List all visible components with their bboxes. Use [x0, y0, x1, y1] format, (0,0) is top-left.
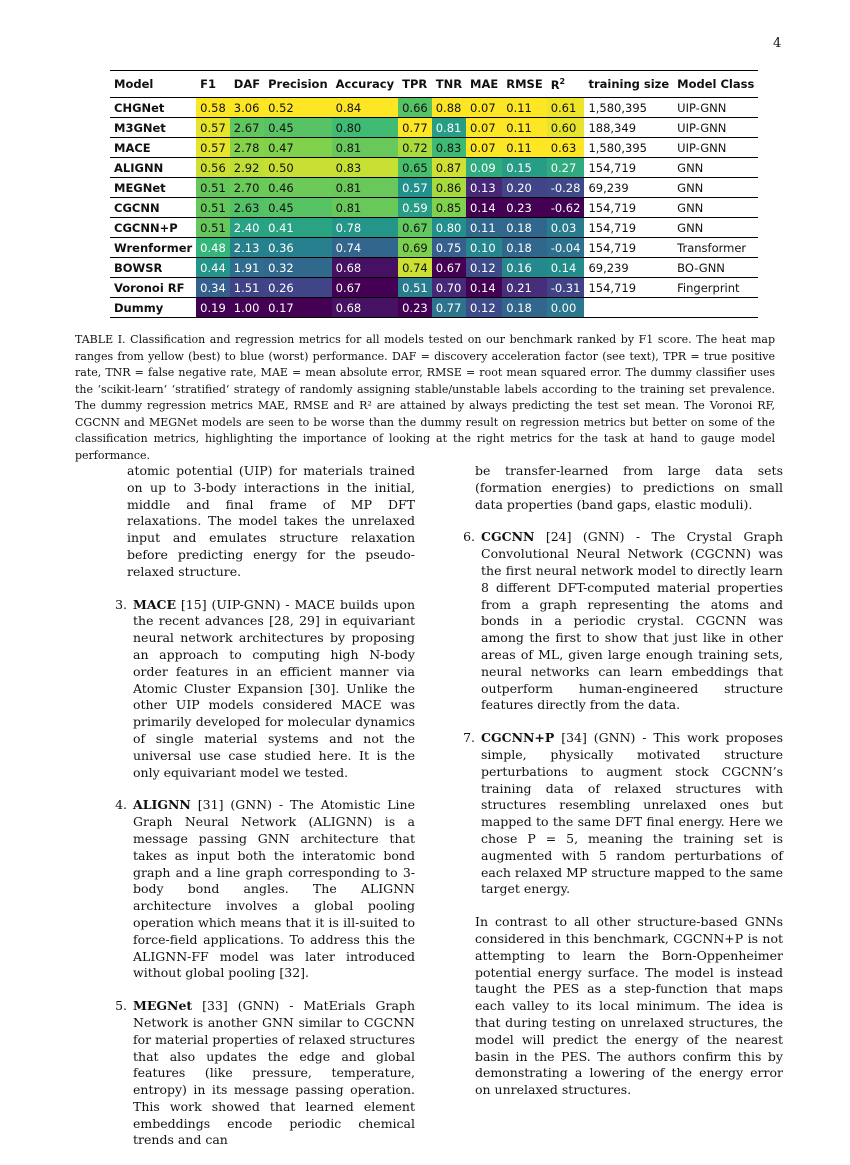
item-title: MEGNet [133, 998, 193, 1014]
metric-cell-precision: 0.46 [264, 178, 332, 198]
metric-cell-mae: 0.07 [466, 118, 502, 138]
training-size-cell: 154,719 [584, 158, 673, 178]
model-name-cell: CHGNet [110, 98, 196, 118]
metric-cell-rmse: 0.18 [502, 218, 546, 238]
metric-cell-f1: 0.56 [196, 158, 230, 178]
training-size-cell: 154,719 [584, 218, 673, 238]
metric-cell-rmse: 0.18 [502, 238, 546, 258]
list-item [458, 730, 783, 898]
training-size-cell: 154,719 [584, 278, 673, 298]
model-name-cell: MACE [110, 138, 196, 158]
metric-cell-accuracy: 0.81 [332, 198, 398, 218]
model-name-cell: Voronoi RF [110, 278, 196, 298]
metric-cell-rmse: 0.11 [502, 118, 546, 138]
metric-cell-tnr: 0.77 [432, 298, 466, 318]
metric-cell-r2: -0.28 [547, 178, 585, 198]
model-name-cell: Dummy [110, 298, 196, 318]
column-header: RMSE [502, 71, 546, 98]
model-name-cell: BOWSR [110, 258, 196, 278]
metric-cell-tpr: 0.66 [398, 98, 432, 118]
metrics-table [110, 70, 758, 318]
item-number: 6. [463, 529, 475, 545]
model-class-cell: GNN [673, 178, 758, 198]
table-row [110, 178, 758, 198]
metric-cell-rmse: 0.11 [502, 138, 546, 158]
item-number: 7. [463, 730, 475, 746]
model-name-cell: CGCNN+P [110, 218, 196, 238]
metric-cell-tnr: 0.67 [432, 258, 466, 278]
metric-cell-f1: 0.34 [196, 278, 230, 298]
metric-cell-f1: 0.57 [196, 118, 230, 138]
page-number: 4 [773, 36, 782, 51]
metric-cell-precision: 0.52 [264, 98, 332, 118]
metric-cell-r2: 0.00 [547, 298, 585, 318]
item-title: CGCNN [481, 529, 535, 545]
column-header: Model [110, 71, 196, 98]
metric-cell-tpr: 0.74 [398, 258, 432, 278]
metric-cell-f1: 0.58 [196, 98, 230, 118]
model-name-cell: MEGNet [110, 178, 196, 198]
table-header-row [110, 71, 758, 98]
table-row [110, 298, 758, 318]
list-item [458, 529, 783, 714]
model-class-cell [673, 298, 758, 318]
metric-cell-accuracy: 0.83 [332, 158, 398, 178]
item-text: [15] (UIP-GNN) - MACE builds upon the recent advances [28, 29] in equivariant neural network architectures by proposing an approach to computing high N-body order features in an efficient manner via Atomic Cluster Expansion [30]. Unlike the other UIP models considered MACE was primarily developed for molecular dynamics of single material systems and not the universal use case studied here. It is the only equivariant model we tested. [133, 596, 415, 780]
training-size-cell: 188,349 [584, 118, 673, 138]
column-header: Precision [264, 71, 332, 98]
metric-cell-f1: 0.48 [196, 238, 230, 258]
table-row [110, 218, 758, 238]
metric-cell-tpr: 0.23 [398, 298, 432, 318]
metric-cell-precision: 0.45 [264, 198, 332, 218]
column-header: training size [584, 71, 673, 98]
left-item-list [110, 597, 415, 1150]
table-row [110, 138, 758, 158]
metric-cell-rmse: 0.20 [502, 178, 546, 198]
metric-cell-rmse: 0.11 [502, 98, 546, 118]
metric-cell-precision: 0.26 [264, 278, 332, 298]
item-body [133, 998, 415, 1149]
metric-cell-daf: 2.13 [230, 238, 264, 258]
training-size-cell: 1,580,395 [584, 98, 673, 118]
list-item [110, 998, 415, 1149]
metric-cell-accuracy: 0.80 [332, 118, 398, 138]
item-number: 4. [115, 797, 127, 813]
metric-cell-precision: 0.36 [264, 238, 332, 258]
metric-cell-mae: 0.09 [466, 158, 502, 178]
left-intro-paragraph: atomic potential (UIP) for materials trained on up to 3-body interactions in the initial, middle and final frame of MP DFT relaxations. The model takes the unrelaxed input and emulates structure relaxation before predicting energy for the pseudo-relaxed structure. [127, 463, 415, 579]
column-header: TNR [432, 71, 466, 98]
table-row [110, 258, 758, 278]
right-item-list [458, 529, 783, 898]
metric-cell-tnr: 0.80 [432, 218, 466, 238]
training-size-cell: 69,239 [584, 258, 673, 278]
metric-cell-r2: 0.14 [547, 258, 585, 278]
training-size-cell: 154,719 [584, 198, 673, 218]
metric-cell-r2: -0.31 [547, 278, 585, 298]
metric-cell-precision: 0.45 [264, 118, 332, 138]
table-body [110, 98, 758, 318]
metric-cell-accuracy: 0.68 [332, 258, 398, 278]
metric-cell-mae: 0.07 [466, 98, 502, 118]
item-text: [24] (GNN) - The Crystal Graph Convolutional Neural Network (CGCNN) was the first neural network model to directly learn 8 different DFT-computed material properties from a graph representing the atoms and bonds in a periodic crystal. CGCNN was among the first to show that just like in other areas of ML, given large enough training sets, neural networks can learn embeddings that outperform human-engineered structure features directly from the data. [481, 529, 783, 713]
table-row [110, 198, 758, 218]
metric-cell-r2: 0.60 [547, 118, 585, 138]
column-header: $R^2$ [547, 71, 585, 98]
column-header: MAE [466, 71, 502, 98]
metric-cell-f1: 0.57 [196, 138, 230, 158]
metric-cell-r2: 0.27 [547, 158, 585, 178]
model-class-cell: UIP-GNN [673, 118, 758, 138]
table-row [110, 118, 758, 138]
right-intro-paragraph: be transfer-learned from large data sets (formation energies) to predictions on small data properties (band gaps, elastic moduli). [475, 463, 783, 512]
metric-cell-mae: 0.12 [466, 258, 502, 278]
metric-cell-r2: 0.61 [547, 98, 585, 118]
model-class-cell: GNN [673, 198, 758, 218]
training-size-cell: 154,719 [584, 238, 673, 258]
table-row [110, 278, 758, 298]
item-text: [34] (GNN) - This work proposes simple, physically motivated structure perturbations to augment stock CGCNN’s training data of relaxed structures with structures resembling unrelaxed ones but mapped to the same DFT final energy. Here we chose P = 5, meaning the training set is augmented with 5 random perturbations of each relaxed MP structure mapped to the same target energy. [481, 730, 783, 897]
metric-cell-f1: 0.44 [196, 258, 230, 278]
metric-cell-precision: 0.41 [264, 218, 332, 238]
item-title: CGCNN+P [481, 730, 555, 746]
model-name-cell: Wrenformer [110, 238, 196, 258]
metric-cell-rmse: 0.18 [502, 298, 546, 318]
metric-cell-tpr: 0.69 [398, 238, 432, 258]
metric-cell-r2: 0.03 [547, 218, 585, 238]
metric-cell-mae: 0.14 [466, 278, 502, 298]
item-body [481, 730, 783, 898]
model-class-cell: Fingerprint [673, 278, 758, 298]
left-column [110, 463, 415, 1165]
metric-cell-tnr: 0.75 [432, 238, 466, 258]
metric-cell-tpr: 0.59 [398, 198, 432, 218]
metric-cell-accuracy: 0.84 [332, 98, 398, 118]
metric-cell-f1: 0.19 [196, 298, 230, 318]
metric-cell-daf: 2.40 [230, 218, 264, 238]
metric-cell-mae: 0.10 [466, 238, 502, 258]
metric-cell-tnr: 0.83 [432, 138, 466, 158]
column-header: DAF [230, 71, 264, 98]
metric-cell-accuracy: 0.81 [332, 178, 398, 198]
metric-cell-f1: 0.51 [196, 218, 230, 238]
metric-cell-accuracy: 0.74 [332, 238, 398, 258]
training-size-cell: 1,580,395 [584, 138, 673, 158]
metric-cell-tnr: 0.70 [432, 278, 466, 298]
model-name-cell: M3GNet [110, 118, 196, 138]
item-number: 5. [115, 998, 127, 1014]
metric-cell-rmse: 0.21 [502, 278, 546, 298]
metric-cell-precision: 0.50 [264, 158, 332, 178]
metric-cell-daf: 2.78 [230, 138, 264, 158]
metric-cell-r2: 0.63 [547, 138, 585, 158]
metric-cell-tpr: 0.77 [398, 118, 432, 138]
metric-cell-tpr: 0.65 [398, 158, 432, 178]
metric-cell-daf: 1.00 [230, 298, 264, 318]
model-name-cell: CGCNN [110, 198, 196, 218]
model-name-cell: ALIGNN [110, 158, 196, 178]
metric-cell-accuracy: 0.81 [332, 138, 398, 158]
metric-cell-tnr: 0.86 [432, 178, 466, 198]
metric-cell-accuracy: 0.78 [332, 218, 398, 238]
model-class-cell: Transformer [673, 238, 758, 258]
table-caption: TABLE I. Classification and regression metrics for all models tested on our benchmark ranked by F1 score. The heat map ranges from yellow (best) to blue (worst) performance. DAF = discovery acceleration factor (see text), TPR = true positive rate, TNR = false negative rate, MAE = mean absolute error, RMSE = root mean squared error. The dummy classifier uses the ‘scikit-learn‘ ‘stratified‘ strategy of randomly assigning stable/unstable labels according to the training set prevalence. The dummy regression metrics MAE, RMSE and R² are attained by always predicting the test set mean. The Voronoi RF, CGCNN and MEGNet models are seen to be worse than the dummy result on regression metrics but better on some of the classification metrics, highlighting the importance of looking at the right metrics for the task at hand to gauge model performance. [75, 333, 775, 462]
metric-cell-rmse: 0.16 [502, 258, 546, 278]
metric-cell-r2: -0.62 [547, 198, 585, 218]
list-item [110, 597, 415, 782]
right-column [458, 463, 783, 1099]
metric-cell-daf: 2.70 [230, 178, 264, 198]
metric-cell-precision: 0.47 [264, 138, 332, 158]
metric-cell-f1: 0.51 [196, 178, 230, 198]
column-header: Model Class [673, 71, 758, 98]
metric-cell-rmse: 0.15 [502, 158, 546, 178]
table-row [110, 238, 758, 258]
metric-cell-mae: 0.13 [466, 178, 502, 198]
metric-cell-accuracy: 0.68 [332, 298, 398, 318]
column-header: Accuracy [332, 71, 398, 98]
model-class-cell: GNN [673, 158, 758, 178]
metric-cell-precision: 0.17 [264, 298, 332, 318]
column-header: TPR [398, 71, 432, 98]
metric-cell-mae: 0.07 [466, 138, 502, 158]
item-body [133, 597, 415, 782]
metric-cell-tnr: 0.87 [432, 158, 466, 178]
table-row [110, 158, 758, 178]
metric-cell-daf: 2.67 [230, 118, 264, 138]
metric-cell-rmse: 0.23 [502, 198, 546, 218]
model-class-cell: UIP-GNN [673, 98, 758, 118]
item-title: ALIGNN [133, 797, 191, 813]
metric-cell-tpr: 0.67 [398, 218, 432, 238]
column-header: F1 [196, 71, 230, 98]
item-title: MACE [133, 596, 177, 612]
metric-cell-daf: 1.51 [230, 278, 264, 298]
r2-superscript: 2 [559, 76, 566, 86]
metric-cell-tpr: 0.72 [398, 138, 432, 158]
metric-cell-daf: 3.06 [230, 98, 264, 118]
metric-cell-daf: 2.92 [230, 158, 264, 178]
metric-cell-accuracy: 0.67 [332, 278, 398, 298]
metric-cell-mae: 0.12 [466, 298, 502, 318]
model-class-cell: BO-GNN [673, 258, 758, 278]
metric-cell-tnr: 0.81 [432, 118, 466, 138]
training-size-cell [584, 298, 673, 318]
item-text: [31] (GNN) - The Atomistic Line Graph Neural Network (ALIGNN) is a message passing GNN architecture that takes as input both the interatomic bond graph and a line graph corresponding to 3-body bond angles. The ALIGNN architecture involves a global pooling operation which means that it is ill-suited to force-field applications. To address this the ALIGNN-FF model was later introduced without global pooling [32]. [133, 797, 415, 981]
metric-cell-daf: 2.63 [230, 198, 264, 218]
metric-cell-r2: -0.04 [547, 238, 585, 258]
item-body [481, 529, 783, 714]
metric-cell-precision: 0.32 [264, 258, 332, 278]
metric-cell-tpr: 0.57 [398, 178, 432, 198]
metric-cell-tnr: 0.88 [432, 98, 466, 118]
model-class-cell: UIP-GNN [673, 138, 758, 158]
metric-cell-mae: 0.11 [466, 218, 502, 238]
metric-cell-tpr: 0.51 [398, 278, 432, 298]
right-continuation-paragraph: In contrast to all other structure-based GNNs considered in this benchmark, CGCNN+P is not attempting to learn the Born-Oppenheimer potential energy surface. The model is instead taught the PES as a step-function that maps each valley to its local minimum. The idea is that during testing on unrelaxed structures, the model will predict the energy of the nearest basin in the PES. The authors confirm this by demonstrating a lowering of the energy error on unrelaxed structures. [475, 914, 783, 1098]
item-body [133, 797, 415, 982]
list-item [110, 797, 415, 982]
metric-cell-f1: 0.51 [196, 198, 230, 218]
item-number: 3. [115, 596, 127, 612]
item-text: [33] (GNN) - MatErials Graph Network is another GNN similar to CGCNN for material properties of relaxed structures that also updates the edge and global features (like pressure, temperature, entropy) in its message passing operation. This work showed that learned element embeddings encode periodic chemical trends and can [133, 998, 415, 1148]
model-class-cell: GNN [673, 218, 758, 238]
metric-cell-tnr: 0.85 [432, 198, 466, 218]
table-row [110, 98, 758, 118]
metric-cell-daf: 1.91 [230, 258, 264, 278]
training-size-cell: 69,239 [584, 178, 673, 198]
metric-cell-mae: 0.14 [466, 198, 502, 218]
